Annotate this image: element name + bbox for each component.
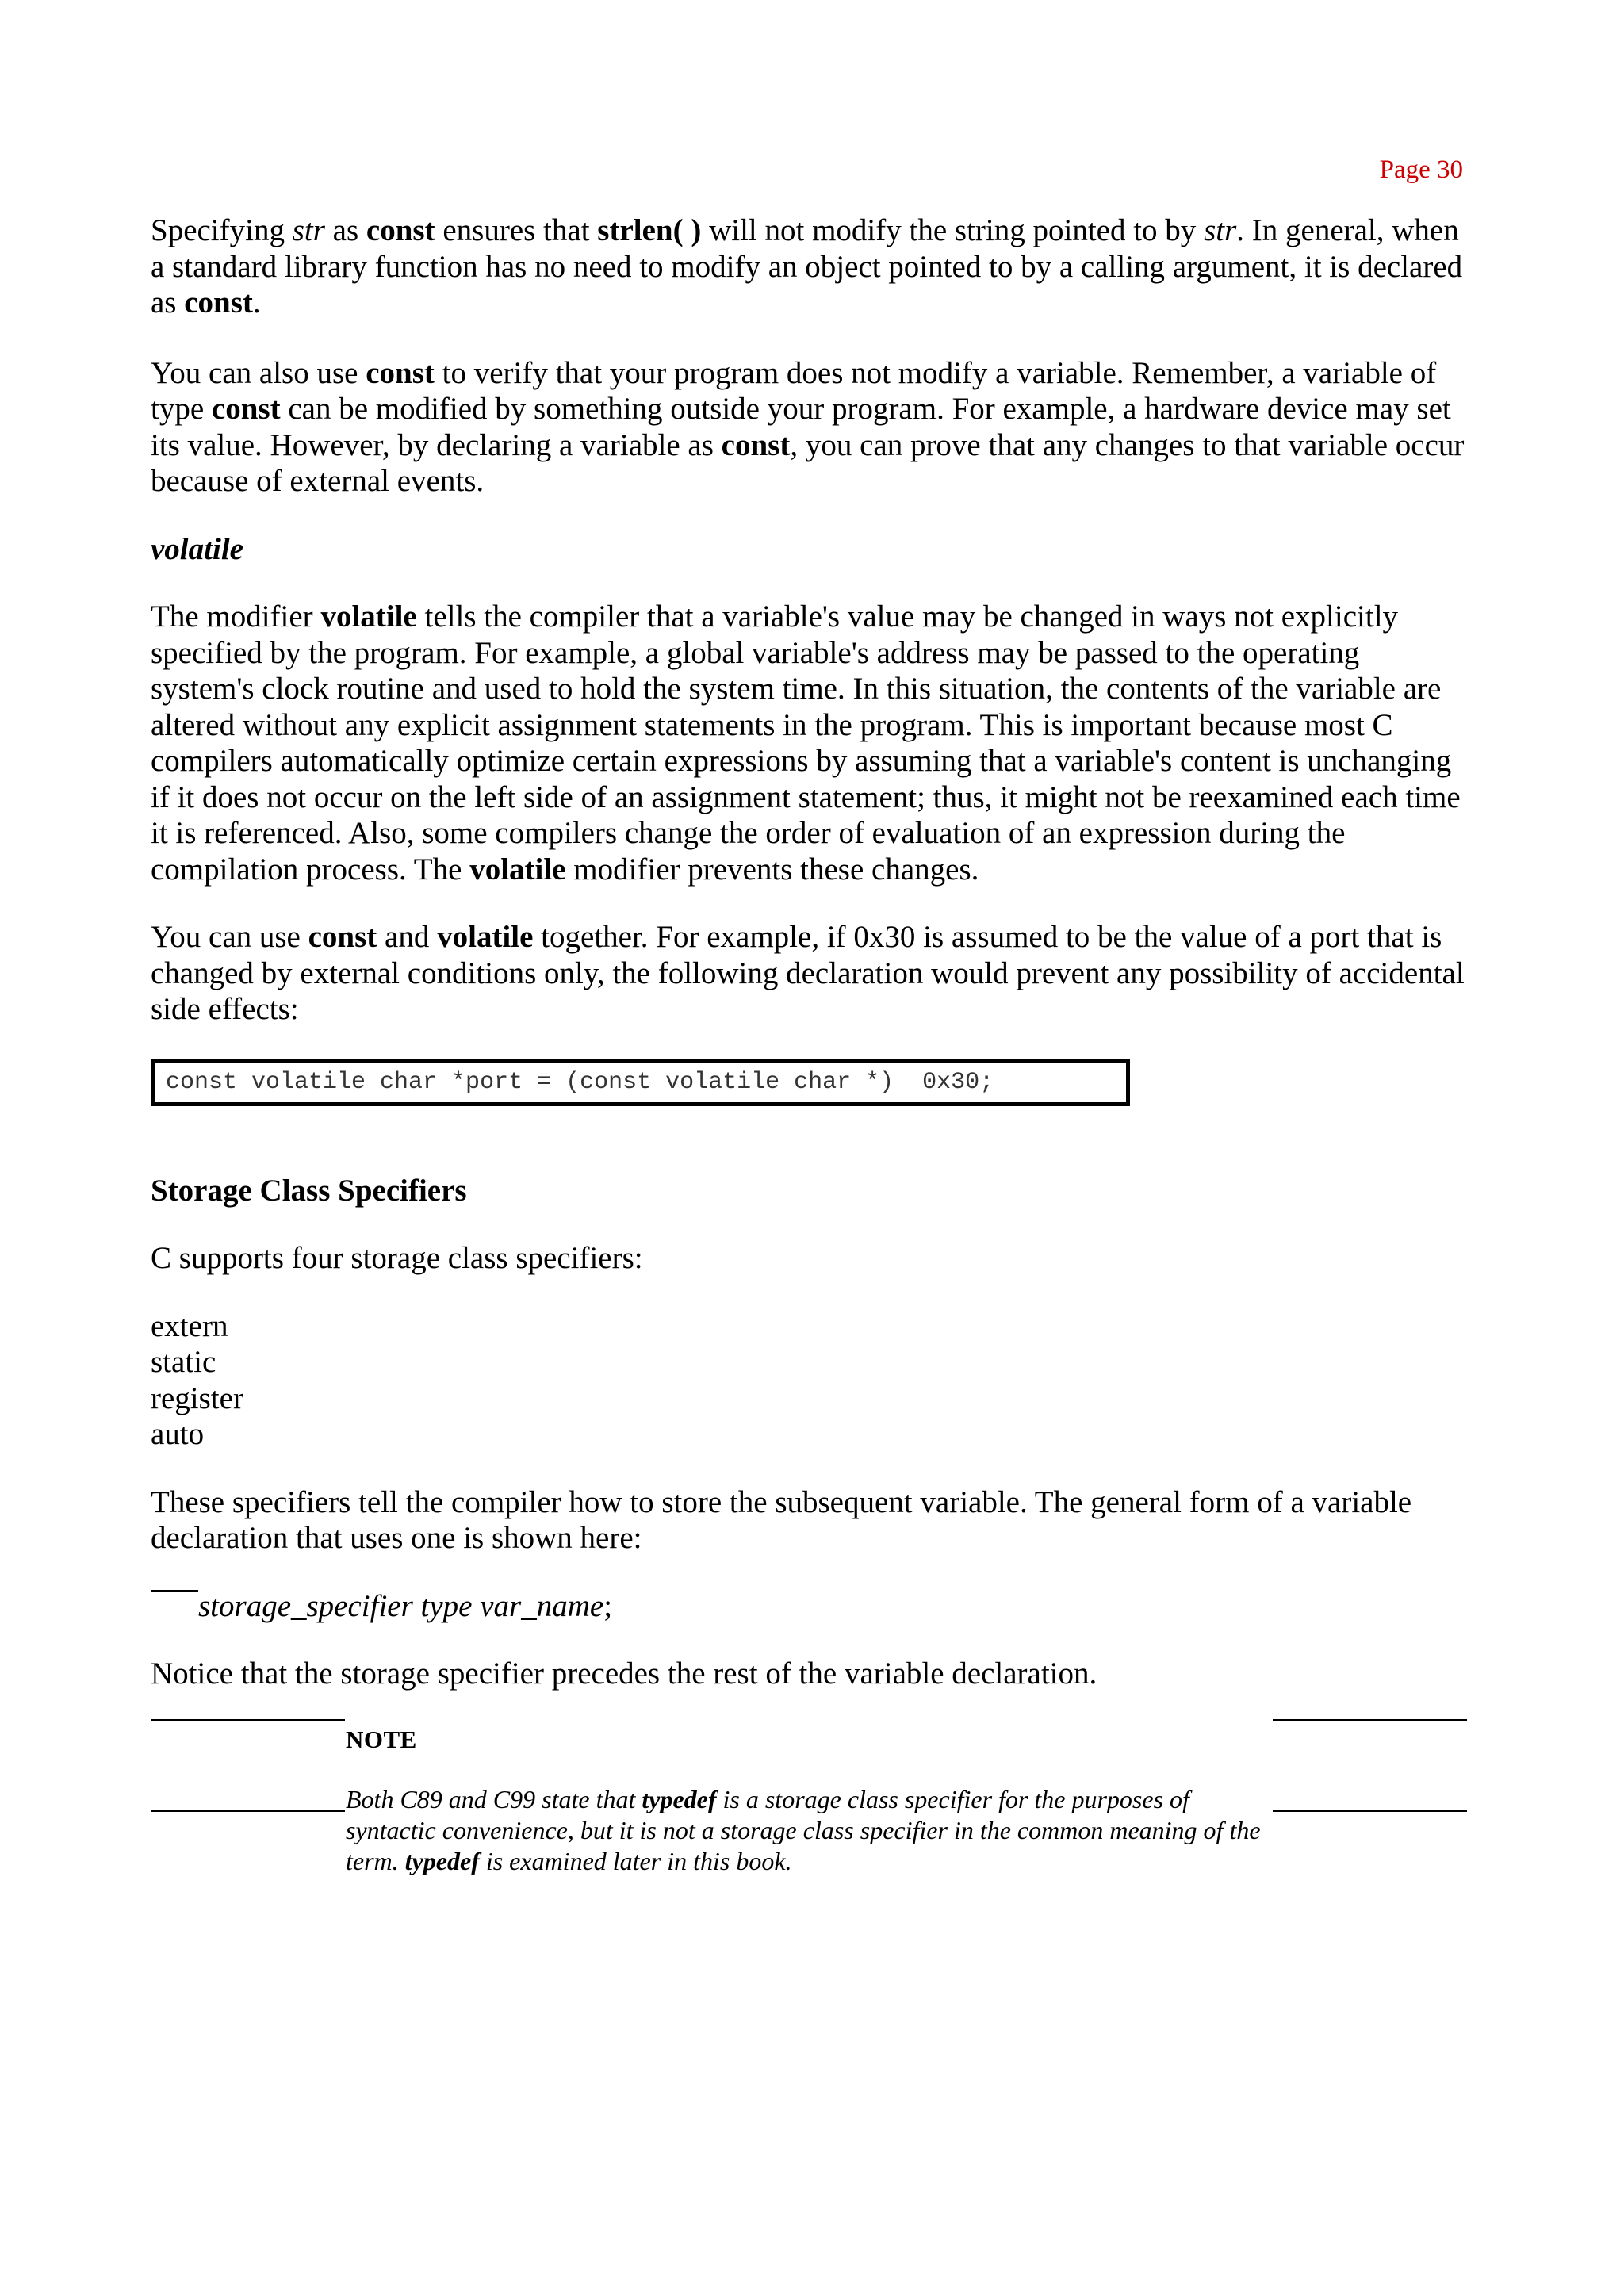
syntax-text: storage_specifier type var_name xyxy=(198,1588,604,1623)
keyword-const: const xyxy=(366,355,435,390)
list-item: extern xyxy=(151,1308,228,1343)
text: tells the compiler that a variable's value may be changed in ways not explicitly specified by the program. For example, a global variable's address may be passed to the operating system's clock routine and used to hold the system time. In this situation, the contents of the variable are altered without any explicit assignment statements in the program. This is important because most C compilers automatically optimize certain expressions by assuming that a variable's content is unchanging if it does not occur on the left side of an assignment statement; thus, it might not be reexamined each time it is referenced. Also, some compilers change the order of evaluation of an expression during the compilation process. The xyxy=(151,599,1461,887)
term-str: str xyxy=(1204,213,1237,247)
note-rule-left-bottom xyxy=(151,1810,345,1812)
text: is examined later in this book. xyxy=(479,1847,792,1875)
text: and xyxy=(377,920,438,954)
text: You can use xyxy=(151,920,308,954)
list-item: static xyxy=(151,1345,216,1379)
volatile-heading: volatile xyxy=(151,531,243,566)
list-item: auto xyxy=(151,1417,205,1451)
text: to verify that your program does not modify a variable. Remember, a variable of type xyxy=(151,355,1437,426)
term-str: str xyxy=(292,213,325,247)
text: together. For example, if 0x30 is assumed to be the value of a port that is changed by external conditions only, the following declaration would prevent any possibility of accidental side effects: xyxy=(151,920,1465,1026)
keyword-typedef: typedef xyxy=(642,1785,717,1813)
text: ensures that xyxy=(435,213,598,247)
syntax-form xyxy=(151,1588,1467,1625)
note-heading: NOTE xyxy=(346,1725,417,1753)
text: Both C89 and C99 state that xyxy=(346,1785,642,1813)
text: as xyxy=(324,213,366,247)
keyword-volatile: volatile xyxy=(437,920,534,954)
keyword-strlen: strlen( ) xyxy=(597,213,702,247)
text: will not modify the string pointed to by xyxy=(701,213,1205,247)
syntax-semicolon: ; xyxy=(603,1588,613,1623)
specifier-list xyxy=(151,1308,1467,1453)
text: . xyxy=(252,285,261,320)
keyword-typedef: typedef xyxy=(404,1847,480,1875)
text: Specifying xyxy=(151,213,293,247)
keyword-volatile: volatile xyxy=(320,599,417,634)
page-content xyxy=(151,213,1467,1692)
text: is a storage class specifier for the purposes of syntactic convenience, but it is not a storage class specifier in the common meaning of the term. xyxy=(346,1785,1261,1875)
keyword-const: const xyxy=(308,920,377,954)
list-item: register xyxy=(151,1381,243,1415)
text: , you can prove that any changes to that variable occur because of external events. xyxy=(151,427,1465,498)
paragraph-const-volatile xyxy=(151,919,1467,1028)
text: modifier prevents these changes. xyxy=(565,852,979,887)
code-example-box: const volatile char *port = (const volatile char *) 0x30; xyxy=(151,1059,1130,1106)
keyword-const: const xyxy=(366,213,435,247)
note-callout xyxy=(151,1719,1467,1878)
page-number: Page 30 xyxy=(1379,155,1463,184)
paragraph-general-form: These specifiers tell the compiler how to store the subsequent variable. The general form of a variable declaration that uses one is shown here: xyxy=(151,1484,1412,1555)
note-rule-right-top xyxy=(1273,1719,1467,1721)
storage-class-heading: Storage Class Specifiers xyxy=(151,1173,467,1208)
keyword-volatile: volatile xyxy=(469,852,566,887)
paragraph-const-verify xyxy=(151,355,1467,500)
keyword-const: const xyxy=(721,427,791,462)
text: can be modified by something outside your program. For example, a hardware device may set its value. However, by declaring a variable as xyxy=(151,392,1451,462)
text: The modifier xyxy=(151,599,321,634)
text: You can also use xyxy=(151,355,366,390)
text: . In general, when a standard library function has no need to modify an object pointed to by a calling argument, it is declared as xyxy=(151,213,1463,320)
note-rule-right-bottom xyxy=(1273,1810,1467,1812)
keyword-const: const xyxy=(211,392,281,426)
syntax-rule xyxy=(151,1590,198,1592)
note-rule-left-top xyxy=(151,1719,345,1721)
paragraph-volatile xyxy=(151,599,1467,887)
storage-intro: C supports four storage class specifiers: xyxy=(151,1241,643,1275)
paragraph-notice: Notice that the storage specifier precedes the rest of the variable declaration. xyxy=(151,1656,1097,1691)
keyword-const: const xyxy=(184,285,253,320)
note-body xyxy=(346,1784,1274,1877)
paragraph-const-strlen xyxy=(151,213,1467,321)
